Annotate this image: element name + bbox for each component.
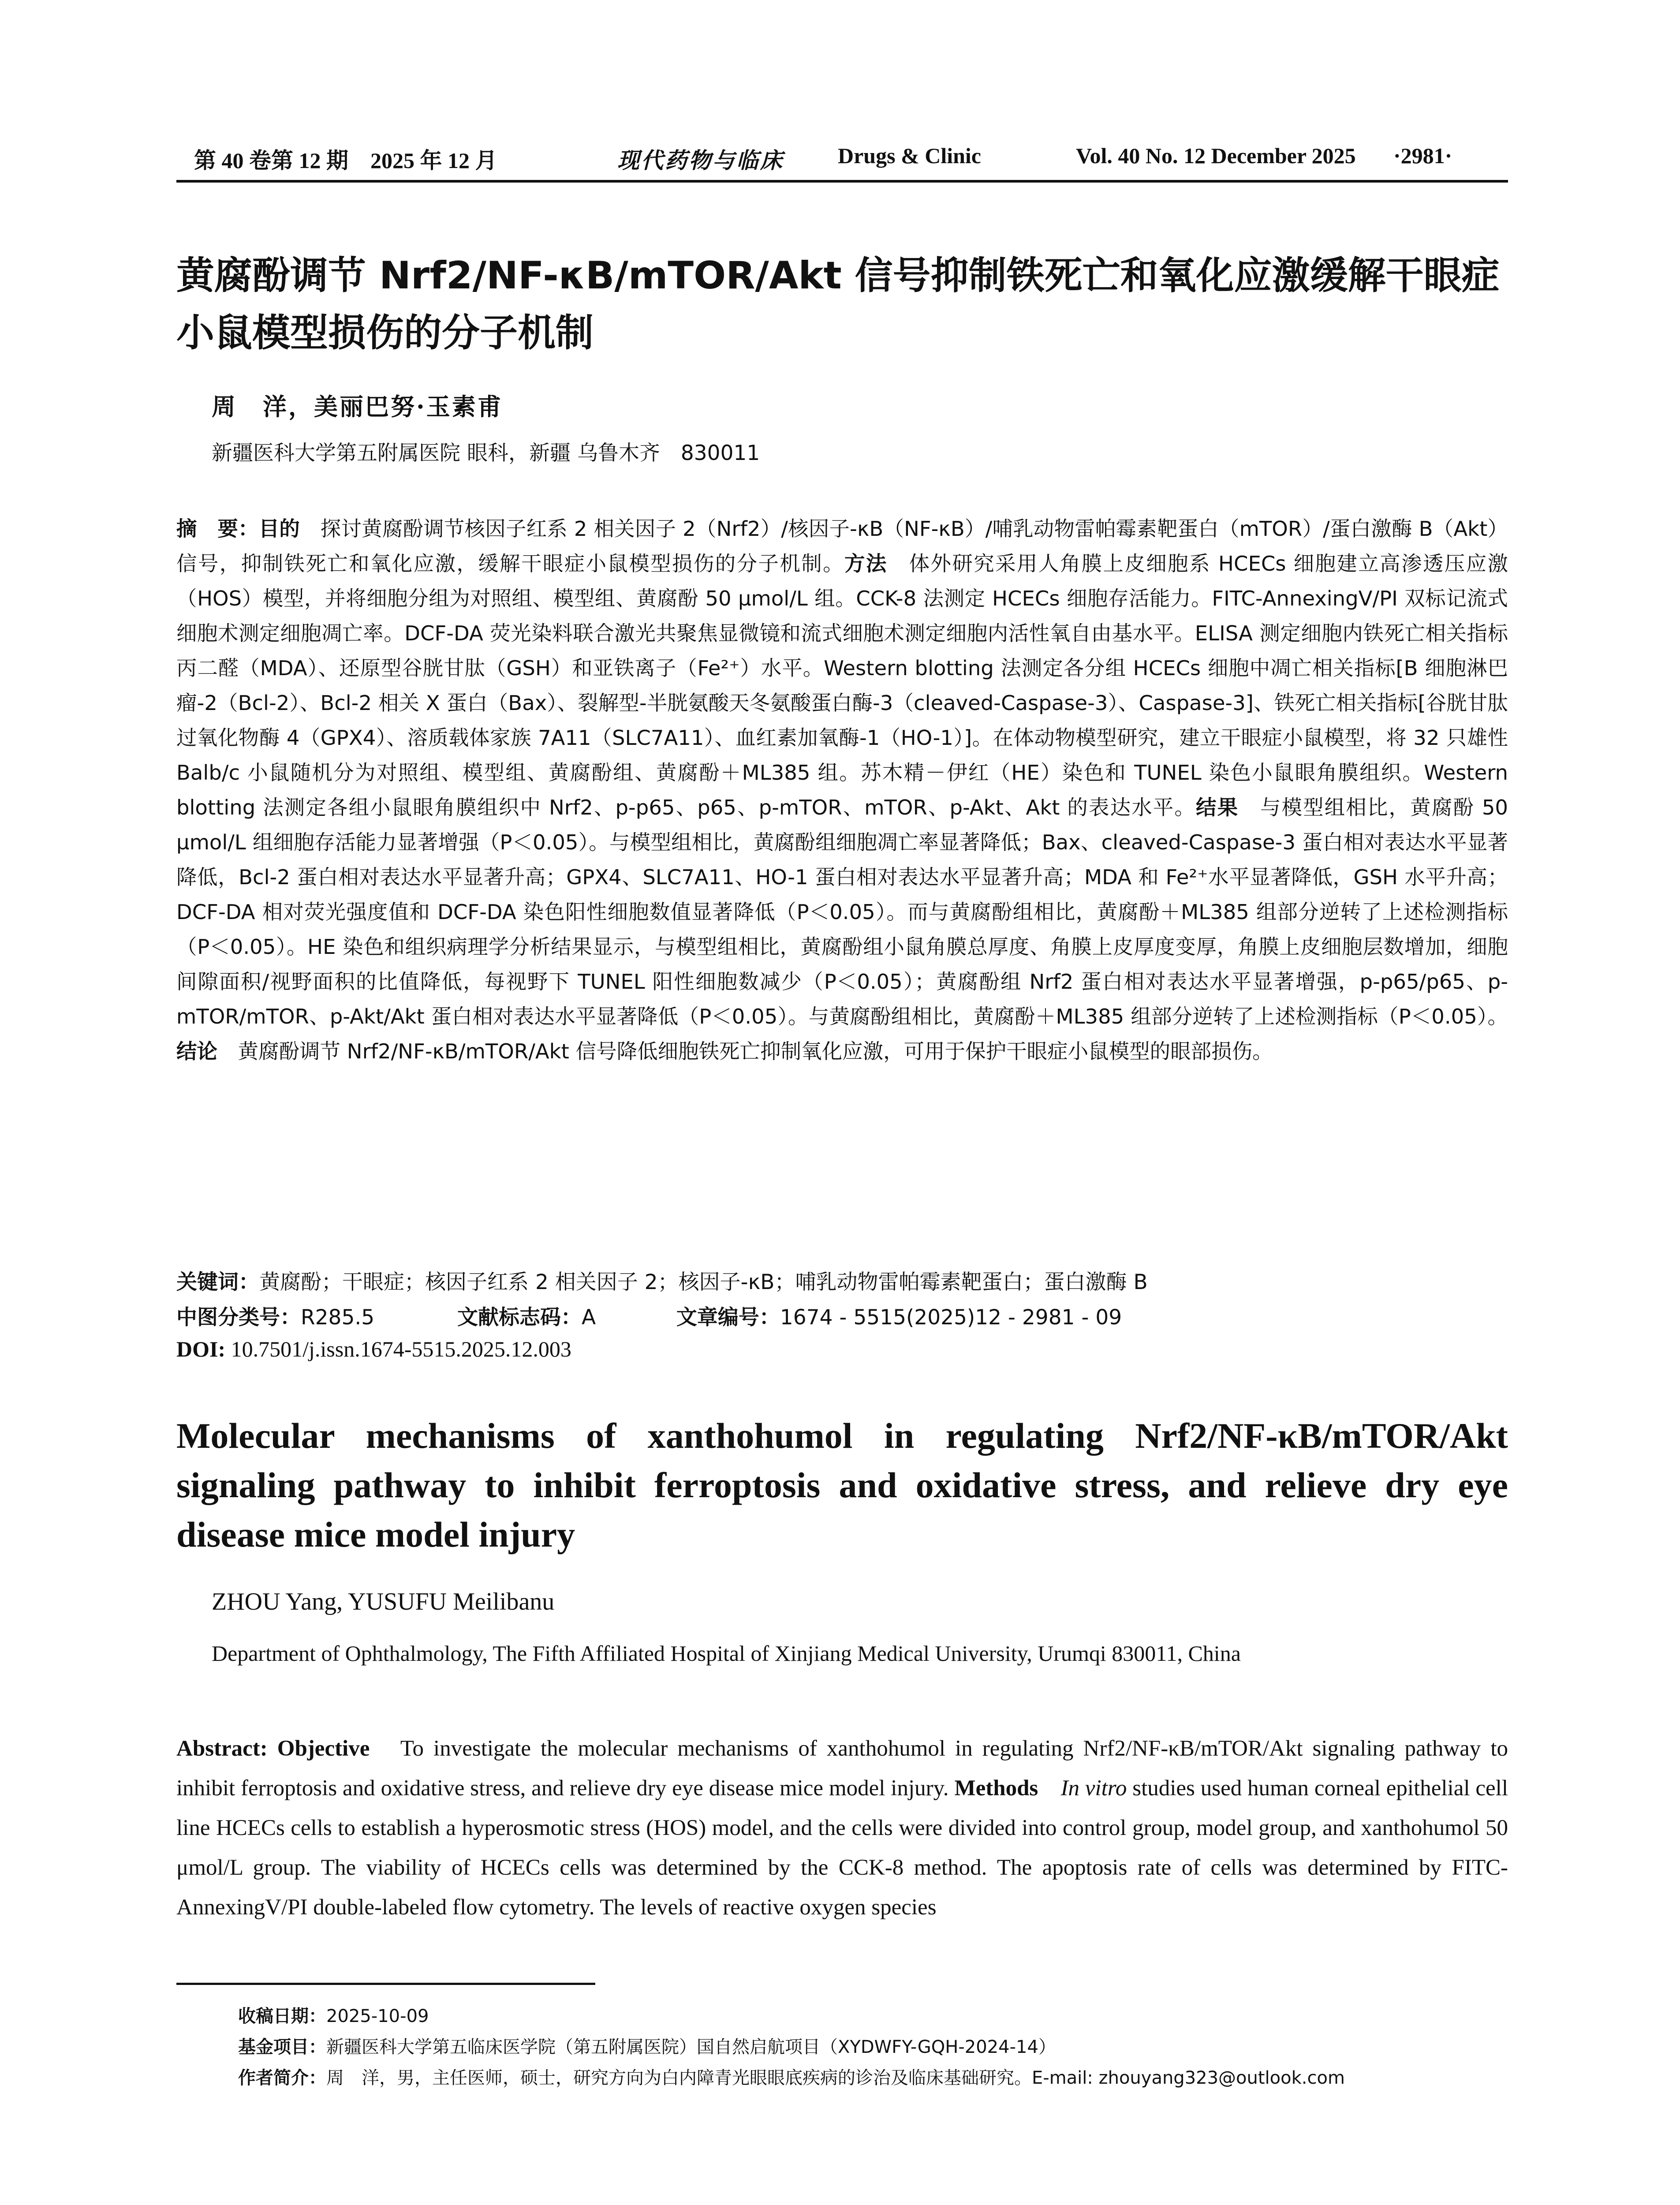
affiliation-en: Department of Ophthalmology, The Fifth Affiliated Hospital of Xinjiang Medical University, Urumqi 830011, China — [212, 1641, 1241, 1666]
article-no-value: 1674 - 5515(2025)12 - 2981 - 09 — [780, 1305, 1122, 1330]
header-page-number: ·2981· — [1393, 143, 1452, 168]
clc-value: R285.5 — [301, 1305, 375, 1330]
abstract-en — [176, 1729, 1508, 1927]
in-vitro-term: In vitro — [1060, 1776, 1127, 1801]
clc-label: 中图分类号： — [176, 1305, 301, 1330]
keywords-label: 关键词： — [176, 1270, 259, 1294]
received-label: 收稿日期： — [238, 2006, 326, 2026]
doi-value: 10.7501/j.issn.1674-5515.2025.12.003 — [231, 1337, 571, 1361]
fund-label: 基金项目： — [238, 2037, 326, 2057]
footnote-fund — [238, 2033, 1517, 2058]
abstract-cn — [176, 512, 1508, 1069]
header-journal-cn: 现代药物与临床 — [617, 148, 784, 173]
keywords-cn — [176, 1266, 1508, 1295]
title-en: Molecular mechanisms of xanthohumol in regulating Nrf2/NF-κB/mTOR/Akt signaling pathway to inhibit ferroptosis and oxidative stress, and relieve dry eye disease mice model injury — [176, 1416, 1508, 1555]
doc-code-label: 文献标志码： — [457, 1305, 582, 1330]
objective-en: To investigate the molecular mechanisms of xanthohumol in regulating Nrf2/NF-κB/mTOR/Akt signaling pathway to inhibit ferroptosis and oxidative stress, and relieve dry eye disease mice model injury. — [176, 1736, 1508, 1801]
classification-line — [176, 1301, 1508, 1330]
author-bio-label: 作者简介： — [238, 2068, 326, 2088]
header-cn-volume: 第 40 卷第 12 期 2025 年 12 月 — [194, 148, 497, 173]
abstract-en-label: Abstract: Objective — [176, 1736, 370, 1761]
footnote-author — [238, 2064, 1517, 2089]
doi-label: DOI: — [176, 1337, 226, 1361]
abstract-cn-label: 摘 要： — [176, 517, 259, 541]
affiliation-cn: 新疆医科大学第五附属医院 眼科，新疆 乌鲁木齐 830011 — [212, 441, 760, 465]
conclusion-label-cn: 结论 — [176, 1039, 217, 1063]
header-journal-en: Drugs & Clinic — [838, 143, 981, 168]
keywords-text: 黄腐酚；干眼症；核因子红系 2 相关因子 2；核因子-κB；哺乳动物雷帕霉素靶蛋白；蛋白激酶 B — [259, 1270, 1148, 1294]
authors-en: ZHOU Yang, YUSUFU Meilibanu — [212, 1588, 555, 1615]
footnote-received — [238, 2002, 1517, 2027]
objective-label-cn: 目的 — [258, 517, 300, 541]
header-en-volume: Vol. 40 No. 12 December 2025 — [1076, 143, 1356, 168]
doc-code-value: A — [581, 1305, 596, 1330]
author-bio-text: 周 洋，男，主任医师，硕士，研究方向为白内障青光眼眼底疾病的诊治及临床基础研究。E-mail: zhouyang323@outlook.com — [326, 2068, 1345, 2088]
fund-text: 新疆医科大学第五临床医学院（第五附属医院）国自然启航项目（XYDWFY-GQH-2024-14） — [326, 2037, 1056, 2057]
article-no-label: 文章编号： — [676, 1305, 780, 1330]
authors-cn: 周 洋，美丽巴努·玉素甫 — [212, 392, 503, 421]
methods-en: studies used human corneal epithelial cell line HCECs cells to establish a hyperosmotic stress (HOS) model, and the cells were divided into control group, model group, and xanthohumol 50 μmol/L group. The viability of HCECs cells was determined by the CCK-8 method. The apoptosis rate of cells was determined by FITC-AnnexingV/PI double-labeled flow cytometry. The levels of reactive oxygen species — [176, 1776, 1508, 1920]
results-cn: 与模型组相比，黄腐酚 50 μmol/L 组细胞存活能力显著增强（P＜0.05）。与模型组相比，黄腐酚组细胞凋亡率显著降低；Bax、cleaved-Caspase-3 蛋白相对表达水平显著降低，Bcl-2 蛋白相对表达水平显著升高；GPX4、SLC7A11、HO-1 蛋白相对表达水平显著升高；MDA 和 Fe²⁺水平显著降低，GSH 水平升高；DCF-DA 相对荧光强度值和 DCF-DA 染色阳性细胞数值显著降低（P＜0.05）。而与黄腐酚组相比，黄腐酚＋ML385 组部分逆转了上述检测指标（P＜0.05）。HE 染色和组织病理学分析结果显示，与模型组相比，黄腐酚组小鼠角膜总厚度、角膜上皮厚度变厚，角膜上皮细胞层数增加，细胞间隙面积/视野面积的比值降低，每视野下 TUNEL 阳性细胞数减少（P＜0.05）；黄腐酚组 Nrf2 蛋白相对表达水平显著增强，p-p65/p65、p-mTOR/mTOR、p-Akt/Akt 蛋白相对表达水平显著降低（P＜0.05）。与黄腐酚组相比，黄腐酚＋ML385 组部分逆转了上述检测指标（P＜0.05）。 — [176, 796, 1508, 1028]
methods-cn: 体外研究采用人角膜上皮细胞系 HCECs 细胞建立高渗透压应激（HOS）模型，并将细胞分组为对照组、模型组、黄腐酚 50 μmol/L 组。CCK-8 法测定 HCECs 细胞存活能力。FITC-AnnexingV/PI 双标记流式细胞术测定细胞凋亡率。DCF-DA 荧光染料联合激光共聚焦显微镜和流式细胞术测定细胞内活性氧自由基水平。ELISA 测定细胞内铁死亡相关指标丙二醛（MDA）、还原型谷胱甘肽（GSH）和亚铁离子（Fe²⁺）水平。Western blotting 法测定各分组 HCECs 细胞中凋亡相关指标[B 细胞淋巴瘤-2（Bcl-2）、Bcl-2 相关 X 蛋白（Bax）、裂解型-半胱氨酸天冬氨酸蛋白酶-3（cleaved-Caspase-3）、Caspase-3]、铁死亡相关指标[谷胱甘肽过氧化物酶 4（GPX4）、溶质载体家族 7A11（SLC7A11）、血红素加氧酶-1（HO-1）]。在体动物模型研究，建立干眼症小鼠模型，将 32 只雄性 Balb/c 小鼠随机分为对照组、模型组、黄腐酚组、黄腐酚＋ML385 组。苏木精－伊红（HE）染色和 TUNEL 染色小鼠眼角膜组织。Western blotting 法测定各组小鼠眼角膜组织中 Nrf2、p-p65、p65、p-mTOR、mTOR、p-Akt、Akt 的表达水平。 — [176, 552, 1508, 819]
methods-label-cn: 方法 — [844, 552, 888, 576]
received-date: 2025-10-09 — [326, 2006, 429, 2026]
methods-label-en: Methods — [954, 1776, 1038, 1801]
footnote-rule — [176, 1983, 595, 1985]
title-cn: 黄腐酚调节 Nrf2/NF-κB/mTOR/Akt 信号抑制铁死亡和氧化应激缓解干眼症小鼠模型损伤的分子机制 — [176, 254, 1500, 355]
objective-cn: 探讨黄腐酚调节核因子红系 2 相关因子 2（Nrf2）/核因子-κB（NF-κB）/哺乳动物雷帕霉素靶蛋白（mTOR）/蛋白激酶 B（Akt）信号，抑制铁死亡和氧化应激，缓解干眼症小鼠模型损伤的分子机制。 — [176, 517, 1508, 576]
conclusion-cn: 黄腐酚调节 Nrf2/NF-κB/mTOR/Akt 信号降低细胞铁死亡抑制氧化应激，可用于保护干眼症小鼠模型的眼部损伤。 — [217, 1039, 1273, 1063]
doi-line — [176, 1336, 1508, 1362]
running-header — [176, 140, 1508, 183]
results-label-cn: 结果 — [1196, 796, 1239, 819]
